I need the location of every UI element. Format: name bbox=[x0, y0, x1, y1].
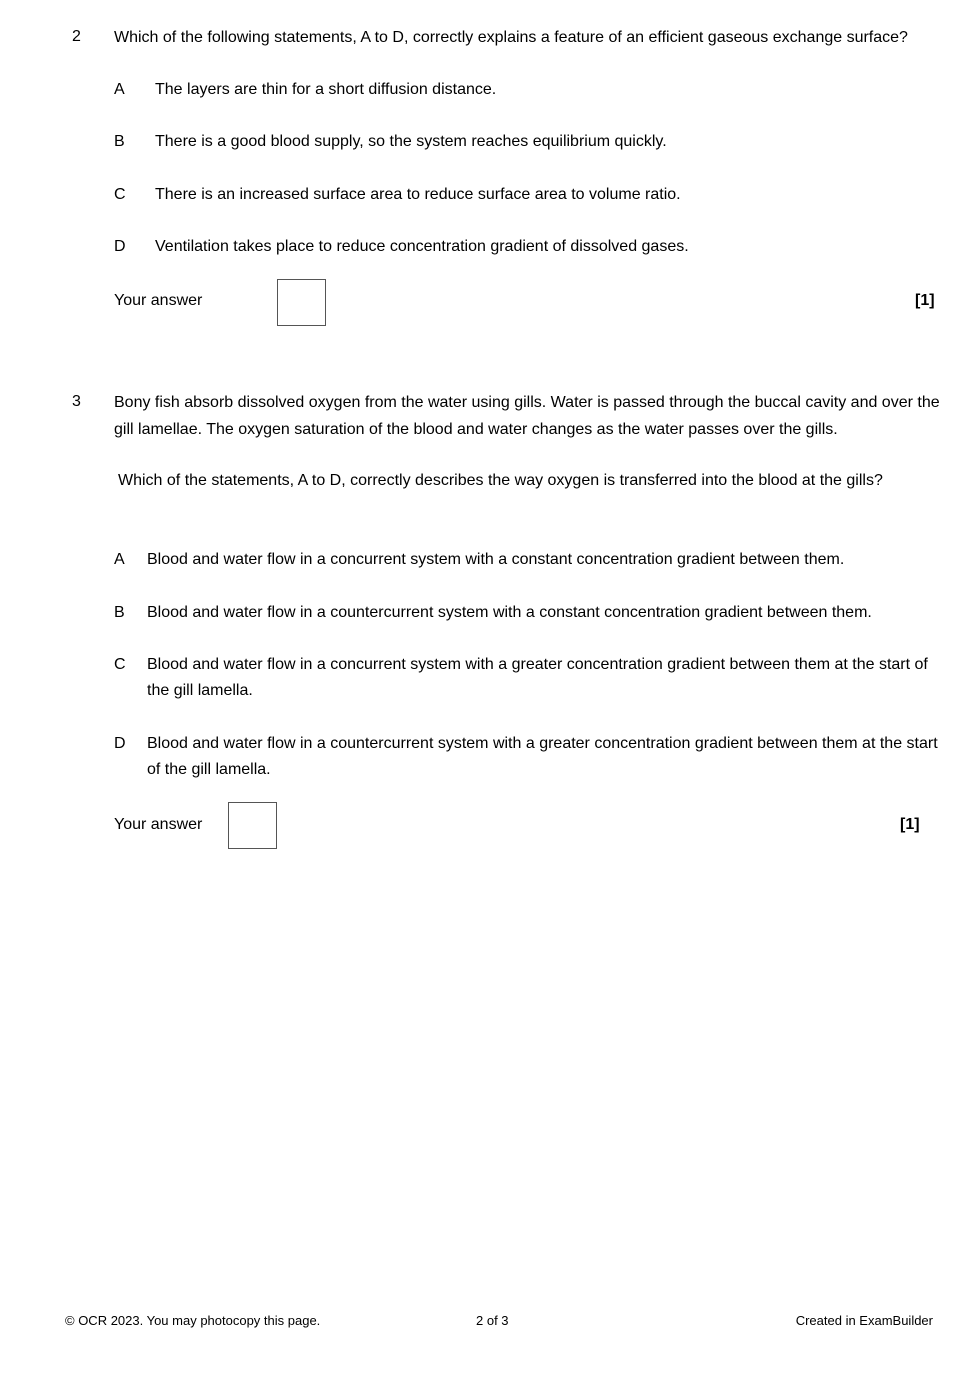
question-2-stem bbox=[114, 24, 944, 51]
stem-text: to bbox=[307, 472, 330, 489]
q2-option-a-letter: A bbox=[114, 81, 125, 98]
q3-answer-label: Your answer bbox=[114, 816, 203, 833]
stem-text: Which of the statements, bbox=[118, 472, 298, 489]
q2-option-b-text: There is a good blood supply, so the system reaches equilibrium quickly. bbox=[155, 133, 667, 150]
q3-option-c-text: Blood and water flow in a concurrent system with a greater concentration gradient between them at the start of the gill lamella. bbox=[147, 656, 928, 699]
q3-option-d-letter: D bbox=[114, 735, 126, 752]
stem-ref-a: A bbox=[360, 29, 371, 46]
q3-marks: [1] bbox=[900, 816, 920, 833]
q3-option-a-text: Blood and water flow in a concurrent system with a constant concentration gradient between them. bbox=[147, 551, 845, 568]
q3-option-d-text: Blood and water flow in a countercurrent system with a greater concentration gradient between them at the start of the gill lamella. bbox=[147, 735, 938, 778]
q2-marks: [1] bbox=[915, 292, 935, 309]
question-2-number: 2 bbox=[72, 28, 81, 45]
q3-answer-box[interactable] bbox=[228, 802, 277, 849]
q2-option-b-letter: B bbox=[114, 133, 125, 150]
q3-option-b-text: Blood and water flow in a countercurrent system with a constant concentration gradient between them. bbox=[147, 604, 872, 621]
q2-option-c-text: There is an increased surface area to reduce surface area to volume ratio. bbox=[155, 186, 681, 203]
q2-option-d-text: Ventilation takes place to reduce concentration gradient of dissolved gases. bbox=[155, 238, 689, 255]
q2-answer-label: Your answer bbox=[114, 292, 203, 309]
footer-copyright: © OCR 2023. You may photocopy this page. bbox=[65, 1313, 321, 1328]
question-3-stem bbox=[118, 472, 948, 490]
q2-option-d-letter: D bbox=[114, 238, 126, 255]
stem-ref-d: D bbox=[329, 472, 342, 489]
footer-created: Created in ExamBuilder bbox=[795, 1313, 933, 1328]
q3-option-b-letter: B bbox=[114, 604, 125, 621]
question-3-intro: Bony fish absorb dissolved oxygen from the water using gills. Water is passed through the buccal cavity and over the gill lamellae. The oxygen saturation of the blood and water changes as the water passes over the gills. bbox=[114, 394, 940, 438]
q3-option-a-letter: A bbox=[114, 551, 125, 568]
q2-option-c-letter: C bbox=[114, 186, 126, 203]
stem-ref-a: A bbox=[297, 472, 308, 489]
stem-ref-d: D bbox=[392, 29, 404, 46]
stem-text: Which of the following statements, bbox=[114, 29, 361, 46]
q2-option-a-text: The layers are thin for a short diffusion distance. bbox=[155, 81, 497, 98]
q2-answer-box[interactable] bbox=[277, 279, 326, 326]
stem-text: , correctly explains a feature of an efficient gaseous exchange surface? bbox=[403, 29, 908, 46]
q3-option-c-letter: C bbox=[114, 656, 126, 673]
question-3-number: 3 bbox=[72, 393, 81, 410]
stem-text: to bbox=[370, 29, 393, 46]
stem-text: , correctly describes the way oxygen is transferred into the blood at the gills? bbox=[341, 472, 883, 489]
footer-page-number: 2 of 3 bbox=[476, 1313, 509, 1328]
